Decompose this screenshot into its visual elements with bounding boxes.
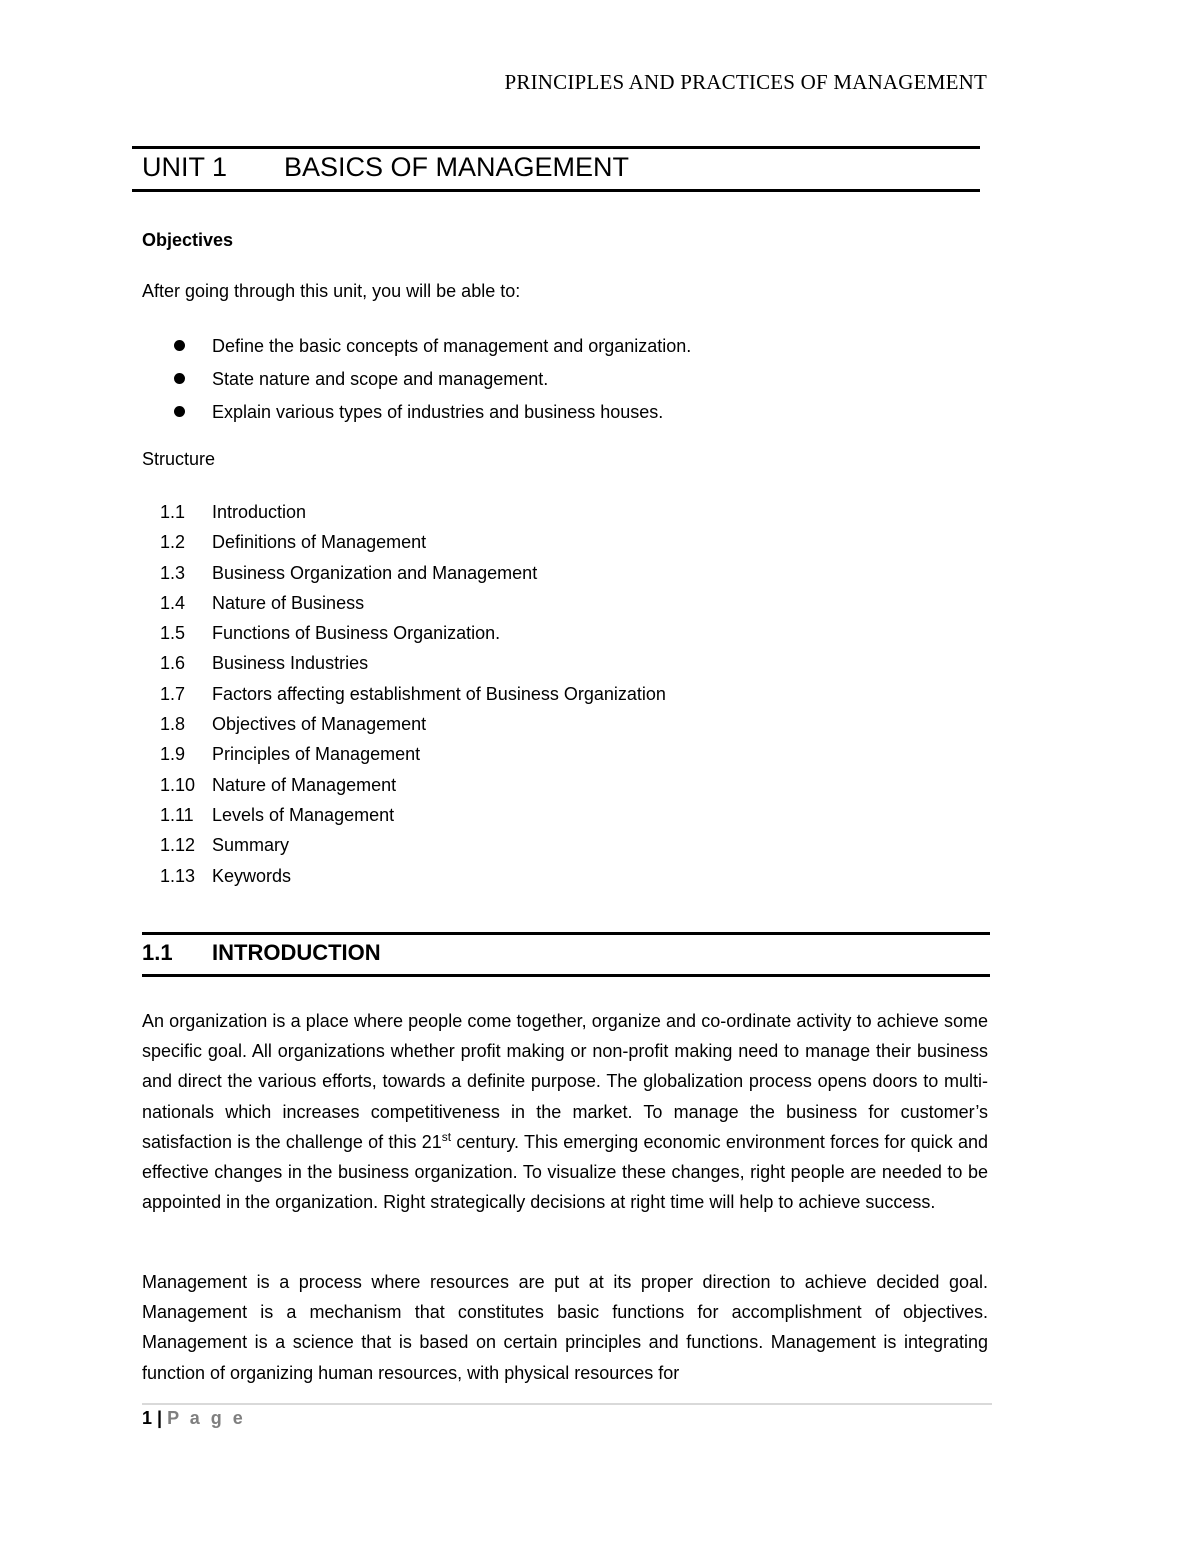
structure-item: 1.8 Objectives of Management xyxy=(160,714,427,735)
structure-item: 1.2 Definitions of Management xyxy=(160,532,427,553)
page-number: 1 xyxy=(142,1408,153,1428)
structure-item: 1.1 Introduction xyxy=(160,502,307,522)
page-footer xyxy=(142,1408,246,1429)
bullet-icon xyxy=(174,340,185,351)
section-name: INTRODUCTION xyxy=(212,940,381,965)
structure-item: 1.9 Principles of Management xyxy=(160,744,421,765)
unit-top-rule xyxy=(132,146,980,149)
objectives-heading: Objectives xyxy=(142,230,234,250)
objectives-intro: After going through this unit, you will be able to: xyxy=(142,281,521,301)
structure-item: 1.12 Summary xyxy=(160,835,290,856)
unit-name: BASICS OF MANAGEMENT xyxy=(284,152,630,182)
section-number: 1.1 xyxy=(142,940,173,965)
unit-bottom-rule xyxy=(132,189,980,192)
intro-paragraph-1: An organization is a place where people come together, organize and co-ordinate activity to achieve some specific goal. All organizations whether profit making or non-profit making need to manage their business and direct the various efforts, towards a definite purpose. The globalization process opens doors to multi-nationals which increases competitiveness in the market. To manage the business for customer’s satisfaction is the challenge of this 21st century. This emerging economic environment forces for quick and effective changes in the business organization. To visualize these changes, right people are needed to be appointed in the organization. Right strategically decisions at right time will help to achieve success. xyxy=(142,1011,988,1213)
structure-item: 1.13 Keywords xyxy=(160,865,292,886)
intro-paragraph-2: Management is a process where resources are put at its proper direction to achieve decided goal. Management is a mechanism that constitutes basic functions for accomplishment of objectives. Management is a science that is based on certain principles and functions. Management is integrating function of organizing human resources, with physical resources for xyxy=(142,1272,988,1383)
unit-title xyxy=(142,152,629,183)
section-heading xyxy=(142,940,381,966)
structure-heading: Structure xyxy=(142,449,216,469)
bullet-icon xyxy=(174,373,185,384)
structure-item: 1.11 Levels of Management xyxy=(160,804,395,825)
structure-item: 1.3 Business Organization and Management xyxy=(160,562,538,583)
structure-item: 1.5 Functions of Business Organization. xyxy=(160,623,501,644)
structure-item: 1.4 Nature of Business xyxy=(160,592,365,613)
section-top-rule xyxy=(142,932,990,935)
structure-item: 1.7 Factors affecting establishment of Business Organization xyxy=(160,683,666,704)
objective-item: Explain various types of industries and business houses. xyxy=(170,399,691,432)
footer-rule xyxy=(142,1403,992,1405)
page-label: P a g e xyxy=(167,1408,246,1428)
unit-number: UNIT 1 xyxy=(142,152,228,182)
running-header: PRINCIPLES AND PRACTICES OF MANAGEMENT xyxy=(504,70,987,94)
bullet-icon xyxy=(174,406,185,417)
section-bottom-rule xyxy=(142,974,990,977)
structure-item: 1.6 Business Industries xyxy=(160,653,369,674)
structure-list xyxy=(160,499,666,893)
objective-item: State nature and scope and management. xyxy=(170,366,691,399)
objectives-list xyxy=(170,333,691,432)
objective-item: Define the basic concepts of management and organization. xyxy=(170,333,691,366)
footer-separator: | xyxy=(157,1408,163,1428)
structure-item: 1.10 Nature of Management xyxy=(160,774,397,795)
